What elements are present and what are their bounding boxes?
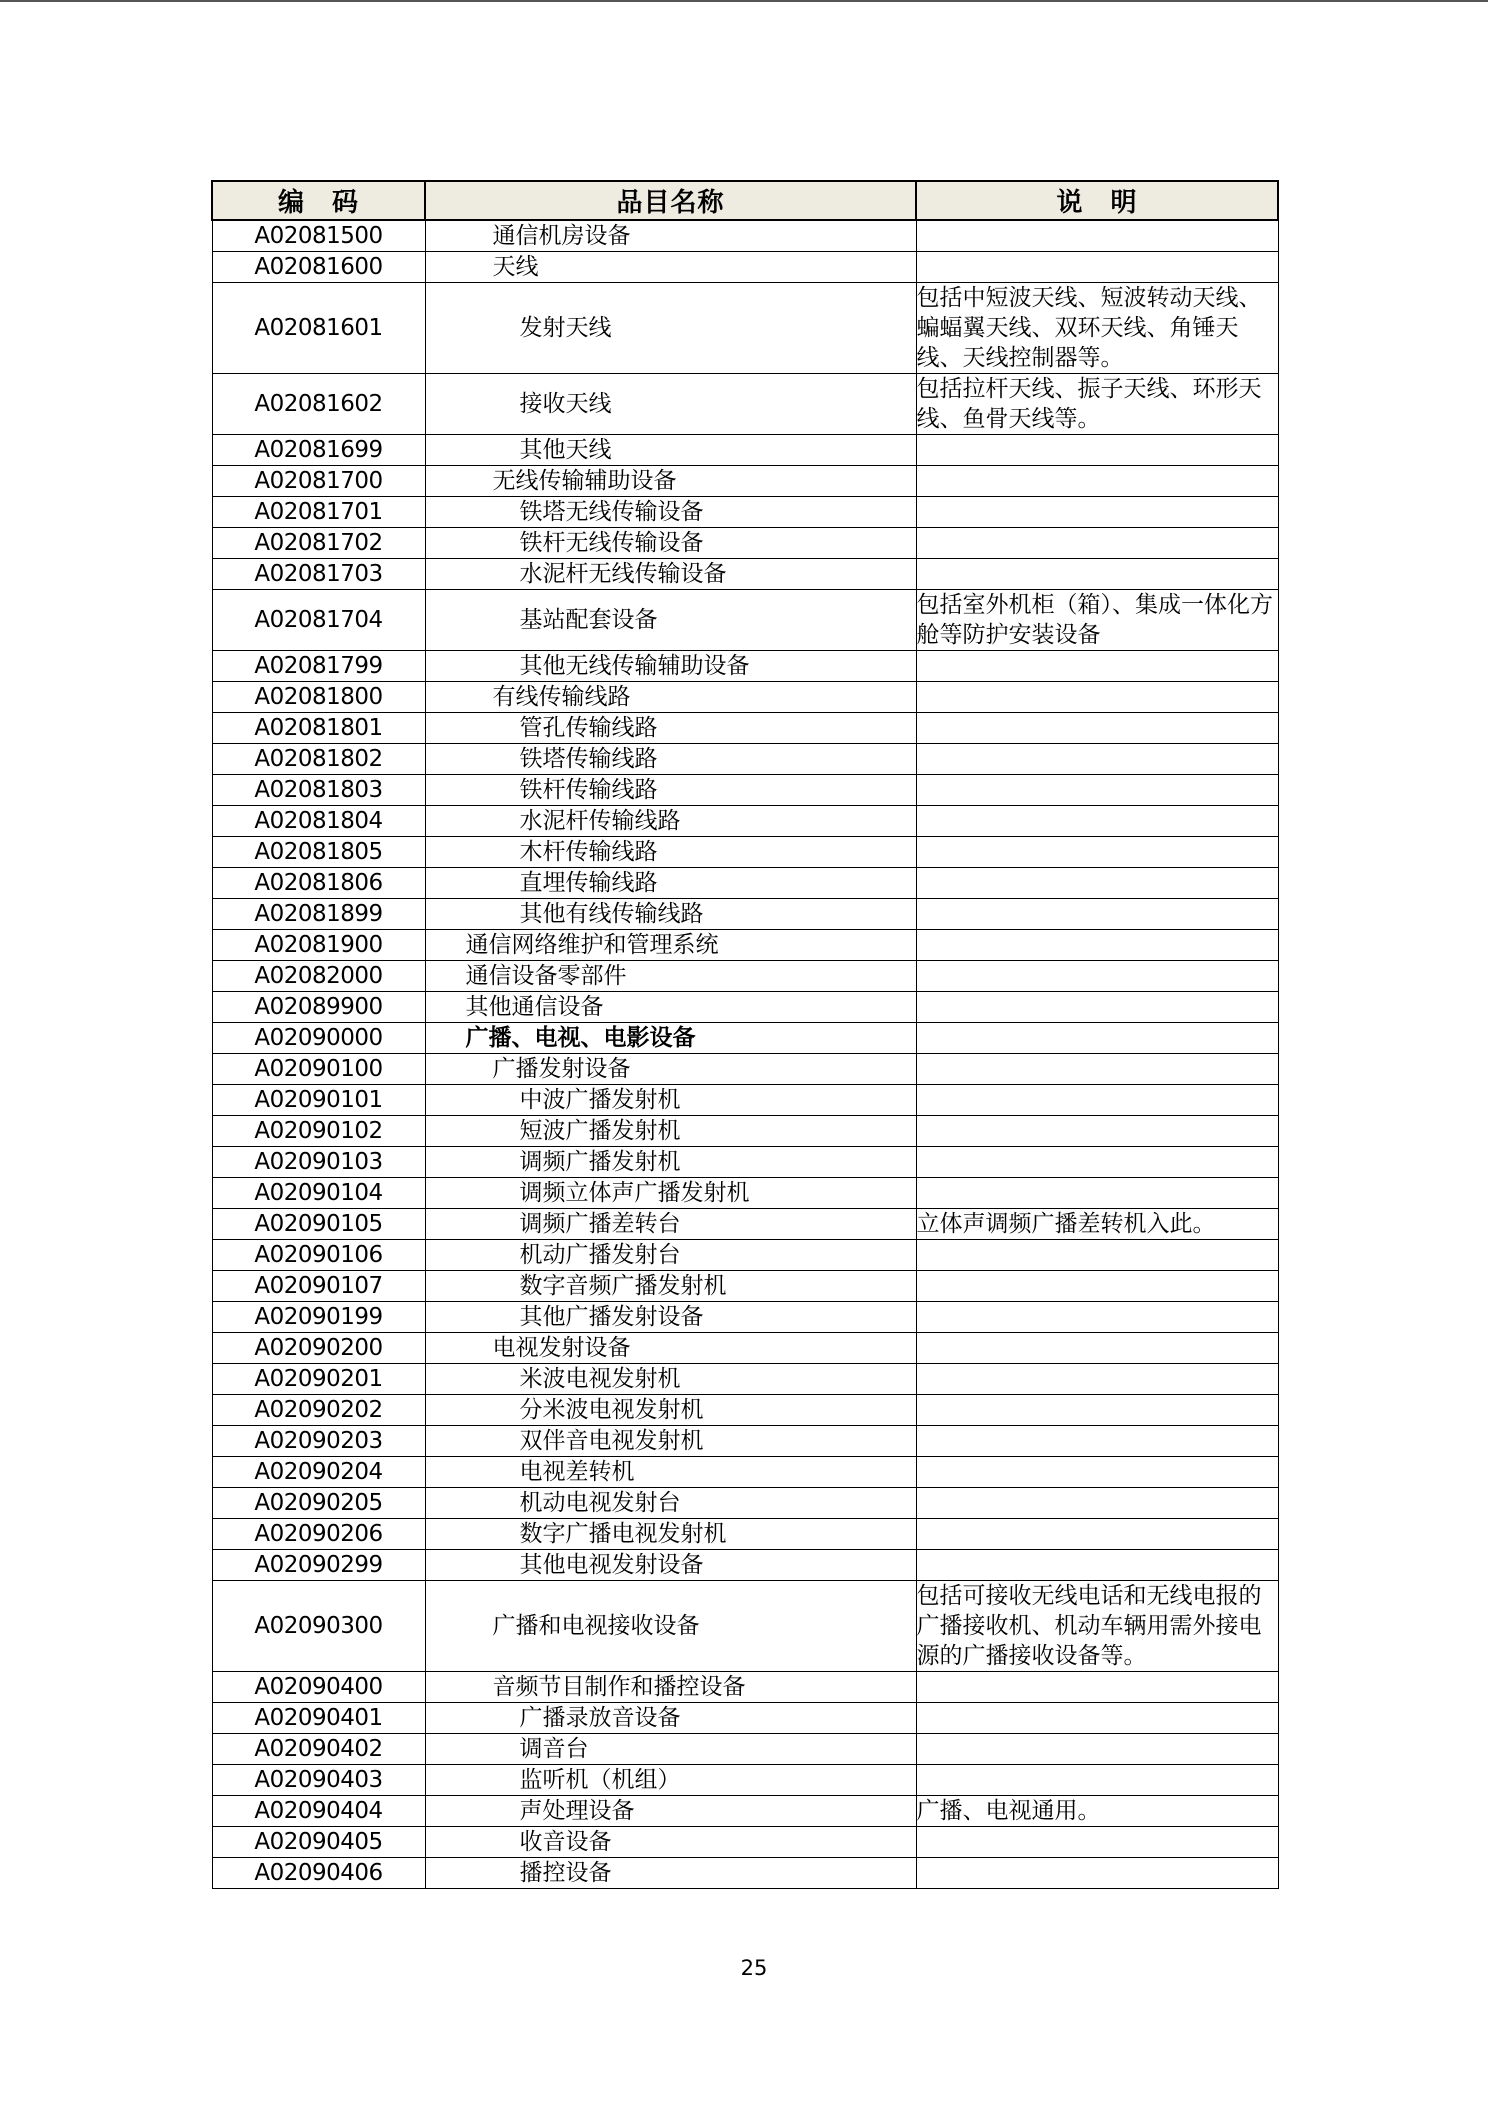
table-row (212, 1765, 1278, 1796)
item-name: 其他通信设备 (425, 992, 916, 1023)
item-name: 其他广播发射设备 (425, 1302, 916, 1333)
item-code: A02089900 (212, 992, 425, 1023)
item-name: 铁杆无线传输设备 (425, 528, 916, 559)
item-code: A02082000 (212, 961, 425, 992)
item-name: 广播和电视接收设备 (425, 1581, 916, 1672)
item-name: 电视差转机 (425, 1457, 916, 1488)
table-row (212, 1426, 1278, 1457)
item-name: 机动电视发射台 (425, 1488, 916, 1519)
item-name: 发射天线 (425, 283, 916, 374)
item-code: A02081600 (212, 252, 425, 283)
item-name: 通信机房设备 (425, 220, 916, 252)
item-name: 铁塔无线传输设备 (425, 497, 916, 528)
table-header-row (212, 181, 1278, 220)
item-name: 音频节目制作和播控设备 (425, 1672, 916, 1703)
item-note (916, 1550, 1278, 1581)
table-row (212, 1827, 1278, 1858)
item-code: A02090203 (212, 1426, 425, 1457)
item-code: A02081704 (212, 590, 425, 651)
table-row (212, 1023, 1278, 1054)
header-note: 说 明 (916, 181, 1278, 220)
item-note (916, 1426, 1278, 1457)
table-row (212, 930, 1278, 961)
item-code: A02090200 (212, 1333, 425, 1364)
table-row (212, 590, 1278, 651)
item-name: 米波电视发射机 (425, 1364, 916, 1395)
table-row (212, 1054, 1278, 1085)
item-code: A02081702 (212, 528, 425, 559)
table-row (212, 868, 1278, 899)
item-code: A02090405 (212, 1827, 425, 1858)
item-note (916, 1457, 1278, 1488)
item-code: A02081806 (212, 868, 425, 899)
item-note (916, 961, 1278, 992)
item-name: 铁杆传输线路 (425, 775, 916, 806)
item-name: 数字广播电视发射机 (425, 1519, 916, 1550)
table-row (212, 682, 1278, 713)
table-row (212, 466, 1278, 497)
item-note (916, 651, 1278, 682)
item-code: A02090406 (212, 1858, 425, 1889)
item-name: 直埋传输线路 (425, 868, 916, 899)
table-row (212, 1581, 1278, 1672)
table-row (212, 713, 1278, 744)
item-code: A02081703 (212, 559, 425, 590)
item-note (916, 1302, 1278, 1333)
item-name: 电视发射设备 (425, 1333, 916, 1364)
item-note (916, 930, 1278, 961)
table-row (212, 1333, 1278, 1364)
item-name: 通信网络维护和管理系统 (425, 930, 916, 961)
item-note (916, 1672, 1278, 1703)
item-name: 声处理设备 (425, 1796, 916, 1827)
item-code: A02090102 (212, 1116, 425, 1147)
catalog-table (211, 180, 1279, 1889)
item-code: A02081803 (212, 775, 425, 806)
item-name: 机动广播发射台 (425, 1240, 916, 1271)
item-name: 其他有线传输线路 (425, 899, 916, 930)
item-note (916, 435, 1278, 466)
item-name: 中波广播发射机 (425, 1085, 916, 1116)
item-note (916, 837, 1278, 868)
item-note (916, 713, 1278, 744)
item-code: A02090202 (212, 1395, 425, 1426)
table-row (212, 961, 1278, 992)
table-row (212, 1457, 1278, 1488)
item-code: A02090106 (212, 1240, 425, 1271)
item-name: 调频广播差转台 (425, 1209, 916, 1240)
table-row (212, 1734, 1278, 1765)
table-row (212, 1302, 1278, 1333)
header-code: 编 码 (212, 181, 425, 220)
item-name: 木杆传输线路 (425, 837, 916, 868)
item-name: 接收天线 (425, 374, 916, 435)
item-code: A02090199 (212, 1302, 425, 1333)
item-code: A02090101 (212, 1085, 425, 1116)
table-row (212, 559, 1278, 590)
item-note (916, 252, 1278, 283)
table-row (212, 220, 1278, 252)
item-name: 双伴音电视发射机 (425, 1426, 916, 1457)
item-code: A02090104 (212, 1178, 425, 1209)
item-name: 有线传输线路 (425, 682, 916, 713)
item-name: 短波广播发射机 (425, 1116, 916, 1147)
item-note: 包括中短波天线、短波转动天线、蝙蝠翼天线、双环天线、角锤天线、天线控制器等。 (916, 283, 1278, 374)
item-code: A02081801 (212, 713, 425, 744)
item-name: 广播、电视、电影设备 (425, 1023, 916, 1054)
item-note (916, 1395, 1278, 1426)
table-row (212, 1550, 1278, 1581)
table-row (212, 1209, 1278, 1240)
item-note (916, 1519, 1278, 1550)
table-row (212, 435, 1278, 466)
table-row (212, 1858, 1278, 1889)
item-note (916, 806, 1278, 837)
item-note (916, 744, 1278, 775)
item-name: 监听机（机组） (425, 1765, 916, 1796)
item-note: 包括室外机柜（箱）、集成一体化方舱等防护安装设备 (916, 590, 1278, 651)
table-row (212, 528, 1278, 559)
item-note (916, 868, 1278, 899)
table-row (212, 1147, 1278, 1178)
item-note (916, 682, 1278, 713)
table-row (212, 1178, 1278, 1209)
item-note (916, 1333, 1278, 1364)
item-name: 天线 (425, 252, 916, 283)
table-row (212, 899, 1278, 930)
table-row (212, 1240, 1278, 1271)
table-row (212, 992, 1278, 1023)
table-row (212, 1271, 1278, 1302)
item-code: A02081899 (212, 899, 425, 930)
item-code: A02081601 (212, 283, 425, 374)
item-code: A02081805 (212, 837, 425, 868)
table-row (212, 1703, 1278, 1734)
item-name: 通信设备零部件 (425, 961, 916, 992)
table-row (212, 1395, 1278, 1426)
table-row (212, 1488, 1278, 1519)
item-code: A02090100 (212, 1054, 425, 1085)
item-code: A02090206 (212, 1519, 425, 1550)
item-code: A02090105 (212, 1209, 425, 1240)
item-note (916, 1488, 1278, 1519)
item-code: A02081799 (212, 651, 425, 682)
item-note (916, 1734, 1278, 1765)
item-name: 调音台 (425, 1734, 916, 1765)
item-note: 广播、电视通用。 (916, 1796, 1278, 1827)
item-name: 无线传输辅助设备 (425, 466, 916, 497)
item-name: 水泥杆无线传输设备 (425, 559, 916, 590)
item-code: A02081700 (212, 466, 425, 497)
item-note (916, 1085, 1278, 1116)
item-code: A02081802 (212, 744, 425, 775)
item-note (916, 1147, 1278, 1178)
item-code: A02090103 (212, 1147, 425, 1178)
item-note: 包括拉杆天线、振子天线、环形天线、鱼骨天线等。 (916, 374, 1278, 435)
table-row (212, 252, 1278, 283)
item-note (916, 1023, 1278, 1054)
item-note (916, 528, 1278, 559)
item-note (916, 220, 1278, 252)
item-code: A02081804 (212, 806, 425, 837)
table-row (212, 1796, 1278, 1827)
item-code: A02090107 (212, 1271, 425, 1302)
item-note (916, 775, 1278, 806)
item-name: 广播录放音设备 (425, 1703, 916, 1734)
table-row (212, 1672, 1278, 1703)
item-code: A02090400 (212, 1672, 425, 1703)
item-note (916, 1178, 1278, 1209)
table-row (212, 497, 1278, 528)
table-row (212, 806, 1278, 837)
item-note (916, 899, 1278, 930)
item-name: 收音设备 (425, 1827, 916, 1858)
item-note (916, 1364, 1278, 1395)
item-code: A02081900 (212, 930, 425, 961)
item-name: 其他天线 (425, 435, 916, 466)
item-code: A02090000 (212, 1023, 425, 1054)
item-code: A02090401 (212, 1703, 425, 1734)
table-row (212, 1116, 1278, 1147)
header-name: 品目名称 (425, 181, 916, 220)
item-code: A02081800 (212, 682, 425, 713)
item-name: 广播发射设备 (425, 1054, 916, 1085)
item-note (916, 1765, 1278, 1796)
item-code: A02090204 (212, 1457, 425, 1488)
table-row (212, 283, 1278, 374)
item-name: 水泥杆传输线路 (425, 806, 916, 837)
item-name: 调频广播发射机 (425, 1147, 916, 1178)
item-code: A02081701 (212, 497, 425, 528)
item-note (916, 992, 1278, 1023)
page-number: 25 (740, 1956, 768, 1980)
item-code: A02090201 (212, 1364, 425, 1395)
table-row (212, 837, 1278, 868)
item-note (916, 1703, 1278, 1734)
table-body (212, 220, 1278, 1889)
item-note (916, 1827, 1278, 1858)
table-row (212, 775, 1278, 806)
item-code: A02090299 (212, 1550, 425, 1581)
item-code: A02090300 (212, 1581, 425, 1672)
item-code: A02090402 (212, 1734, 425, 1765)
table-row (212, 374, 1278, 435)
item-code: A02081500 (212, 220, 425, 252)
item-code: A02081602 (212, 374, 425, 435)
item-name: 其他无线传输辅助设备 (425, 651, 916, 682)
item-code: A02090205 (212, 1488, 425, 1519)
item-note: 包括可接收无线电话和无线电报的广播接收机、机动车辆用需外接电源的广播接收设备等。 (916, 1581, 1278, 1672)
table-row (212, 651, 1278, 682)
item-note (916, 1054, 1278, 1085)
item-note (916, 1271, 1278, 1302)
item-note (916, 1858, 1278, 1889)
item-name: 基站配套设备 (425, 590, 916, 651)
item-note (916, 466, 1278, 497)
item-code: A02090404 (212, 1796, 425, 1827)
item-name: 分米波电视发射机 (425, 1395, 916, 1426)
item-name: 铁塔传输线路 (425, 744, 916, 775)
item-code: A02081699 (212, 435, 425, 466)
item-name: 调频立体声广播发射机 (425, 1178, 916, 1209)
page-top-border (0, 0, 1488, 2)
item-name: 其他电视发射设备 (425, 1550, 916, 1581)
item-name: 播控设备 (425, 1858, 916, 1889)
item-code: A02090403 (212, 1765, 425, 1796)
item-name: 管孔传输线路 (425, 713, 916, 744)
item-note (916, 1116, 1278, 1147)
item-note (916, 559, 1278, 590)
item-note: 立体声调频广播差转机入此。 (916, 1209, 1278, 1240)
item-name: 数字音频广播发射机 (425, 1271, 916, 1302)
table-row (212, 744, 1278, 775)
table-row (212, 1519, 1278, 1550)
item-note (916, 497, 1278, 528)
table-row (212, 1364, 1278, 1395)
table-row (212, 1085, 1278, 1116)
item-note (916, 1240, 1278, 1271)
